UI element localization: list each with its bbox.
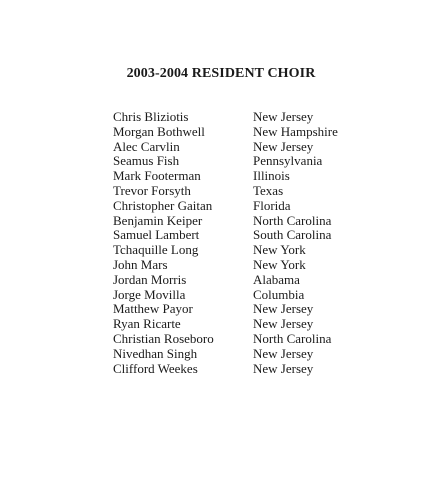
roster-row	[113, 184, 363, 199]
member-name: Samuel Lambert	[113, 227, 200, 243]
member-state: Alabama	[253, 271, 300, 287]
roster-row	[113, 169, 363, 184]
member-name: Benjamin Keiper	[113, 212, 203, 228]
member-state: Texas	[253, 182, 284, 198]
member-state: New Jersey	[253, 301, 314, 317]
member-name: Jorge Movilla	[113, 286, 186, 302]
member-state: Columbia	[253, 286, 305, 302]
member-state: North Carolina	[253, 212, 332, 228]
member-name: Seamus Fish	[113, 153, 180, 169]
roster-row	[113, 154, 363, 169]
member-state: New Jersey	[253, 360, 314, 376]
member-state: New Jersey	[253, 345, 314, 361]
member-name: Mark Footerman	[113, 168, 201, 184]
roster-row	[113, 317, 363, 332]
member-name: Jordan Morris	[113, 271, 187, 287]
roster-row	[113, 288, 363, 303]
roster-row	[113, 125, 363, 140]
roster-row	[113, 332, 363, 347]
member-name: John Mars	[113, 256, 168, 272]
roster-row	[113, 243, 363, 258]
member-state: New York	[253, 242, 306, 258]
member-state: New York	[253, 256, 306, 272]
choir-roster	[113, 110, 363, 376]
roster-row	[113, 302, 363, 317]
roster-row	[113, 273, 363, 288]
member-name: Tchaquille Long	[113, 242, 199, 258]
member-state: North Carolina	[253, 330, 332, 346]
member-name: Chris Bliziotis	[113, 109, 189, 124]
member-state: Illinois	[253, 168, 290, 184]
roster-row	[113, 110, 363, 125]
member-name: Morgan Bothwell	[113, 123, 205, 139]
member-name: Matthew Payor	[113, 301, 193, 317]
member-name: Christian Roseboro	[113, 330, 214, 346]
member-state: South Carolina	[253, 227, 332, 243]
member-state: New Jersey	[253, 316, 314, 332]
member-name: Alec Carvlin	[113, 138, 180, 154]
member-name: Trevor Forsyth	[113, 182, 191, 198]
member-state: New Hampshire	[253, 123, 338, 139]
roster-row	[113, 228, 363, 243]
document-title: 2003-2004 RESIDENT CHOIR	[126, 66, 316, 81]
member-name: Christopher Gaitan	[113, 197, 213, 213]
member-name: Ryan Ricarte	[113, 316, 181, 332]
member-state: New Jersey	[253, 138, 314, 154]
member-name: Nivedhan Singh	[113, 345, 198, 361]
roster-row	[113, 199, 363, 214]
roster-row	[113, 258, 363, 273]
member-state: Pennsylvania	[253, 153, 323, 169]
roster-row	[113, 140, 363, 155]
roster-row	[113, 362, 363, 377]
member-name: Clifford Weekes	[113, 360, 198, 376]
member-state: New Jersey	[253, 109, 314, 124]
member-state: Florida	[253, 197, 291, 213]
roster-row	[113, 214, 363, 229]
roster-row	[113, 347, 363, 362]
